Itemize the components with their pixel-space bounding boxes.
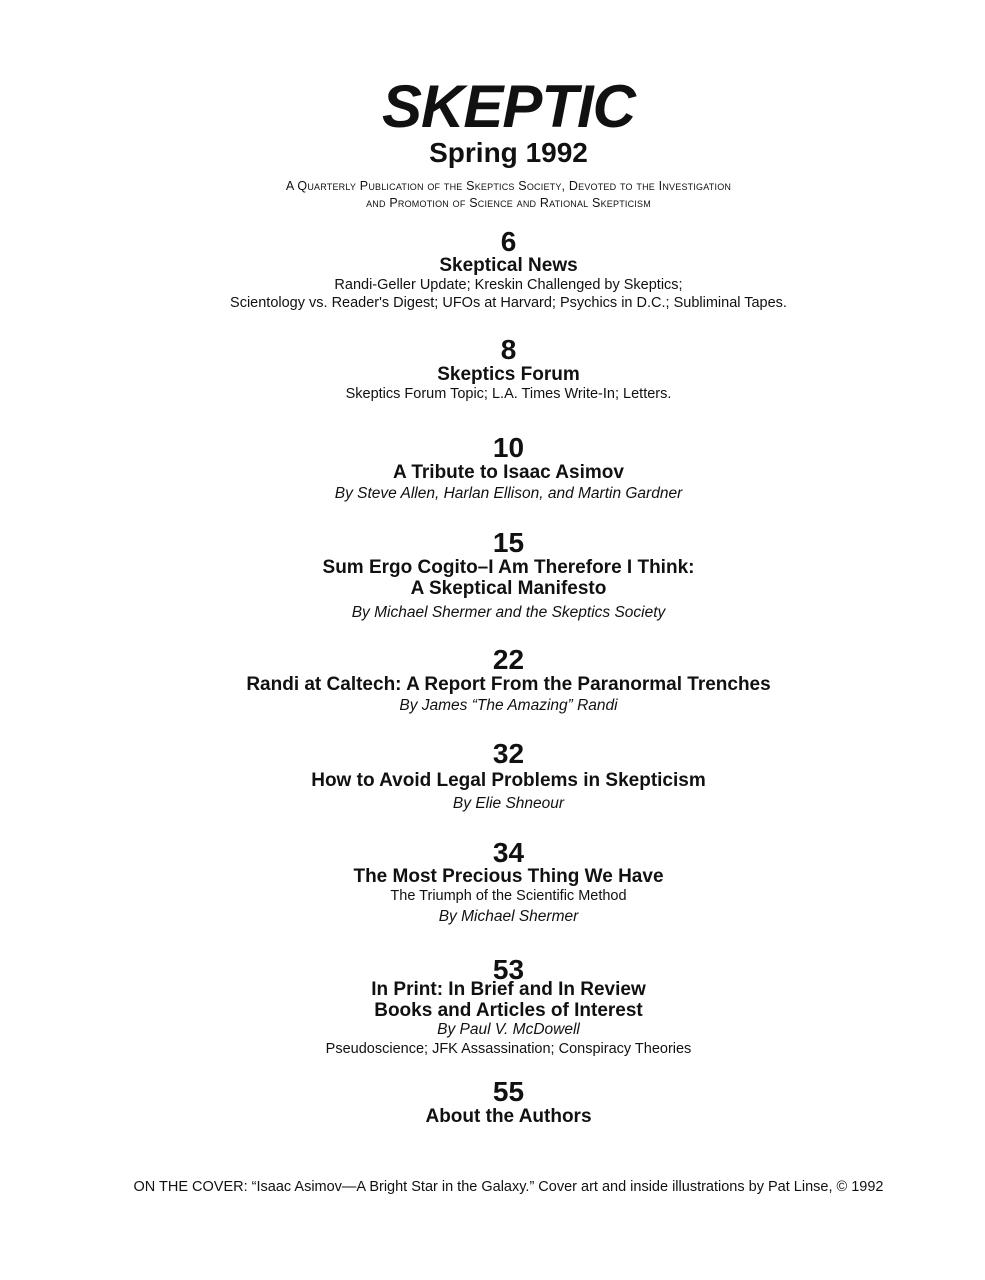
entry-byline: By Steve Allen, Harlan Ellison, and Martin Gardner bbox=[334, 485, 683, 502]
entry-page-number: 32 bbox=[492, 738, 525, 769]
toc-entry-skeptical-news[interactable] bbox=[0, 228, 985, 312]
toc-entry-asimov-tribute[interactable] bbox=[0, 434, 985, 505]
cover-credit: ON THE COVER: “Isaac Asimov—A Bright Star in the Galaxy.” Cover art and inside illustrations by Pat Linse, © 1992 bbox=[133, 1179, 884, 1195]
publication-tagline bbox=[0, 178, 985, 212]
entry-byline: By Elie Shneour bbox=[452, 795, 565, 812]
toc-entry-skeptics-forum[interactable] bbox=[0, 336, 985, 403]
entry-page-number: 10 bbox=[492, 432, 525, 463]
toc-entry-skeptical-manifesto[interactable] bbox=[0, 529, 985, 624]
toc-entry-randi-at-caltech[interactable] bbox=[0, 646, 985, 717]
entry-summary-line-1: Pseudoscience; JFK Assassination; Conspiracy Theories bbox=[325, 1041, 692, 1057]
entry-title: How to Avoid Legal Problems in Skepticism bbox=[311, 770, 706, 791]
entry-byline: By Michael Shermer bbox=[438, 908, 579, 925]
entry-page-number: 34 bbox=[492, 837, 525, 868]
entry-page-number: 8 bbox=[500, 334, 517, 365]
toc-entry-in-print[interactable] bbox=[0, 956, 985, 1058]
entry-title: About the Authors bbox=[425, 1106, 592, 1127]
entry-title-line-2: A Skeptical Manifesto bbox=[410, 578, 607, 599]
toc-entry-about-the-authors[interactable] bbox=[0, 1078, 985, 1127]
entry-summary-line-2: Scientology vs. Reader's Digest; UFOs at Harvard; Psychics in D.C.; Subliminal Tapes. bbox=[230, 295, 787, 311]
entry-summary-line-1: Skeptics Forum Topic; L.A. Times Write-In; Letters. bbox=[345, 386, 672, 402]
entry-byline: By Michael Shermer and the Skeptics Society bbox=[351, 604, 666, 621]
entry-title-line-2: Books and Articles of Interest bbox=[374, 1000, 643, 1021]
entry-page-number: 55 bbox=[492, 1076, 525, 1107]
entry-byline: By James “The Amazing” Randi bbox=[399, 697, 618, 714]
toc-entry-most-precious-thing[interactable] bbox=[0, 839, 985, 928]
entry-title: The Most Precious Thing We Have bbox=[353, 866, 664, 887]
entry-byline: By Paul V. McDowell bbox=[437, 1021, 580, 1038]
entry-title-line-1: In Print: In Brief and In Review bbox=[371, 979, 646, 1000]
entry-page-number: 15 bbox=[492, 527, 525, 558]
tagline-line-2: and Promotion of Science and Rational Skepticism bbox=[366, 196, 651, 210]
entry-summary-line-1: Randi-Geller Update; Kreskin Challenged by Skeptics; bbox=[334, 277, 683, 293]
entry-title: Randi at Caltech: A Report From the Paranormal Trenches bbox=[246, 674, 771, 695]
tagline-line-1: A Quarterly Publication of the Skeptics Society, Devoted to the Investigation bbox=[285, 179, 732, 193]
toc-entry-legal-problems[interactable] bbox=[0, 740, 985, 815]
entry-page-number: 6 bbox=[500, 226, 517, 257]
entry-subtitle: The Triumph of the Scientific Method bbox=[390, 888, 627, 904]
entry-title: A Tribute to Isaac Asimov bbox=[393, 462, 624, 483]
entry-title: Skeptics Forum bbox=[437, 364, 580, 385]
entry-page-number: 53 bbox=[492, 954, 525, 985]
entry-title-line-1: Sum Ergo Cogito–I Am Therefore I Think: bbox=[322, 557, 695, 578]
entry-title: Skeptical News bbox=[439, 255, 578, 276]
issue-date: Spring 1992 bbox=[429, 137, 588, 168]
entry-page-number: 22 bbox=[492, 644, 525, 675]
masthead-title: SKEPTIC bbox=[381, 73, 636, 140]
